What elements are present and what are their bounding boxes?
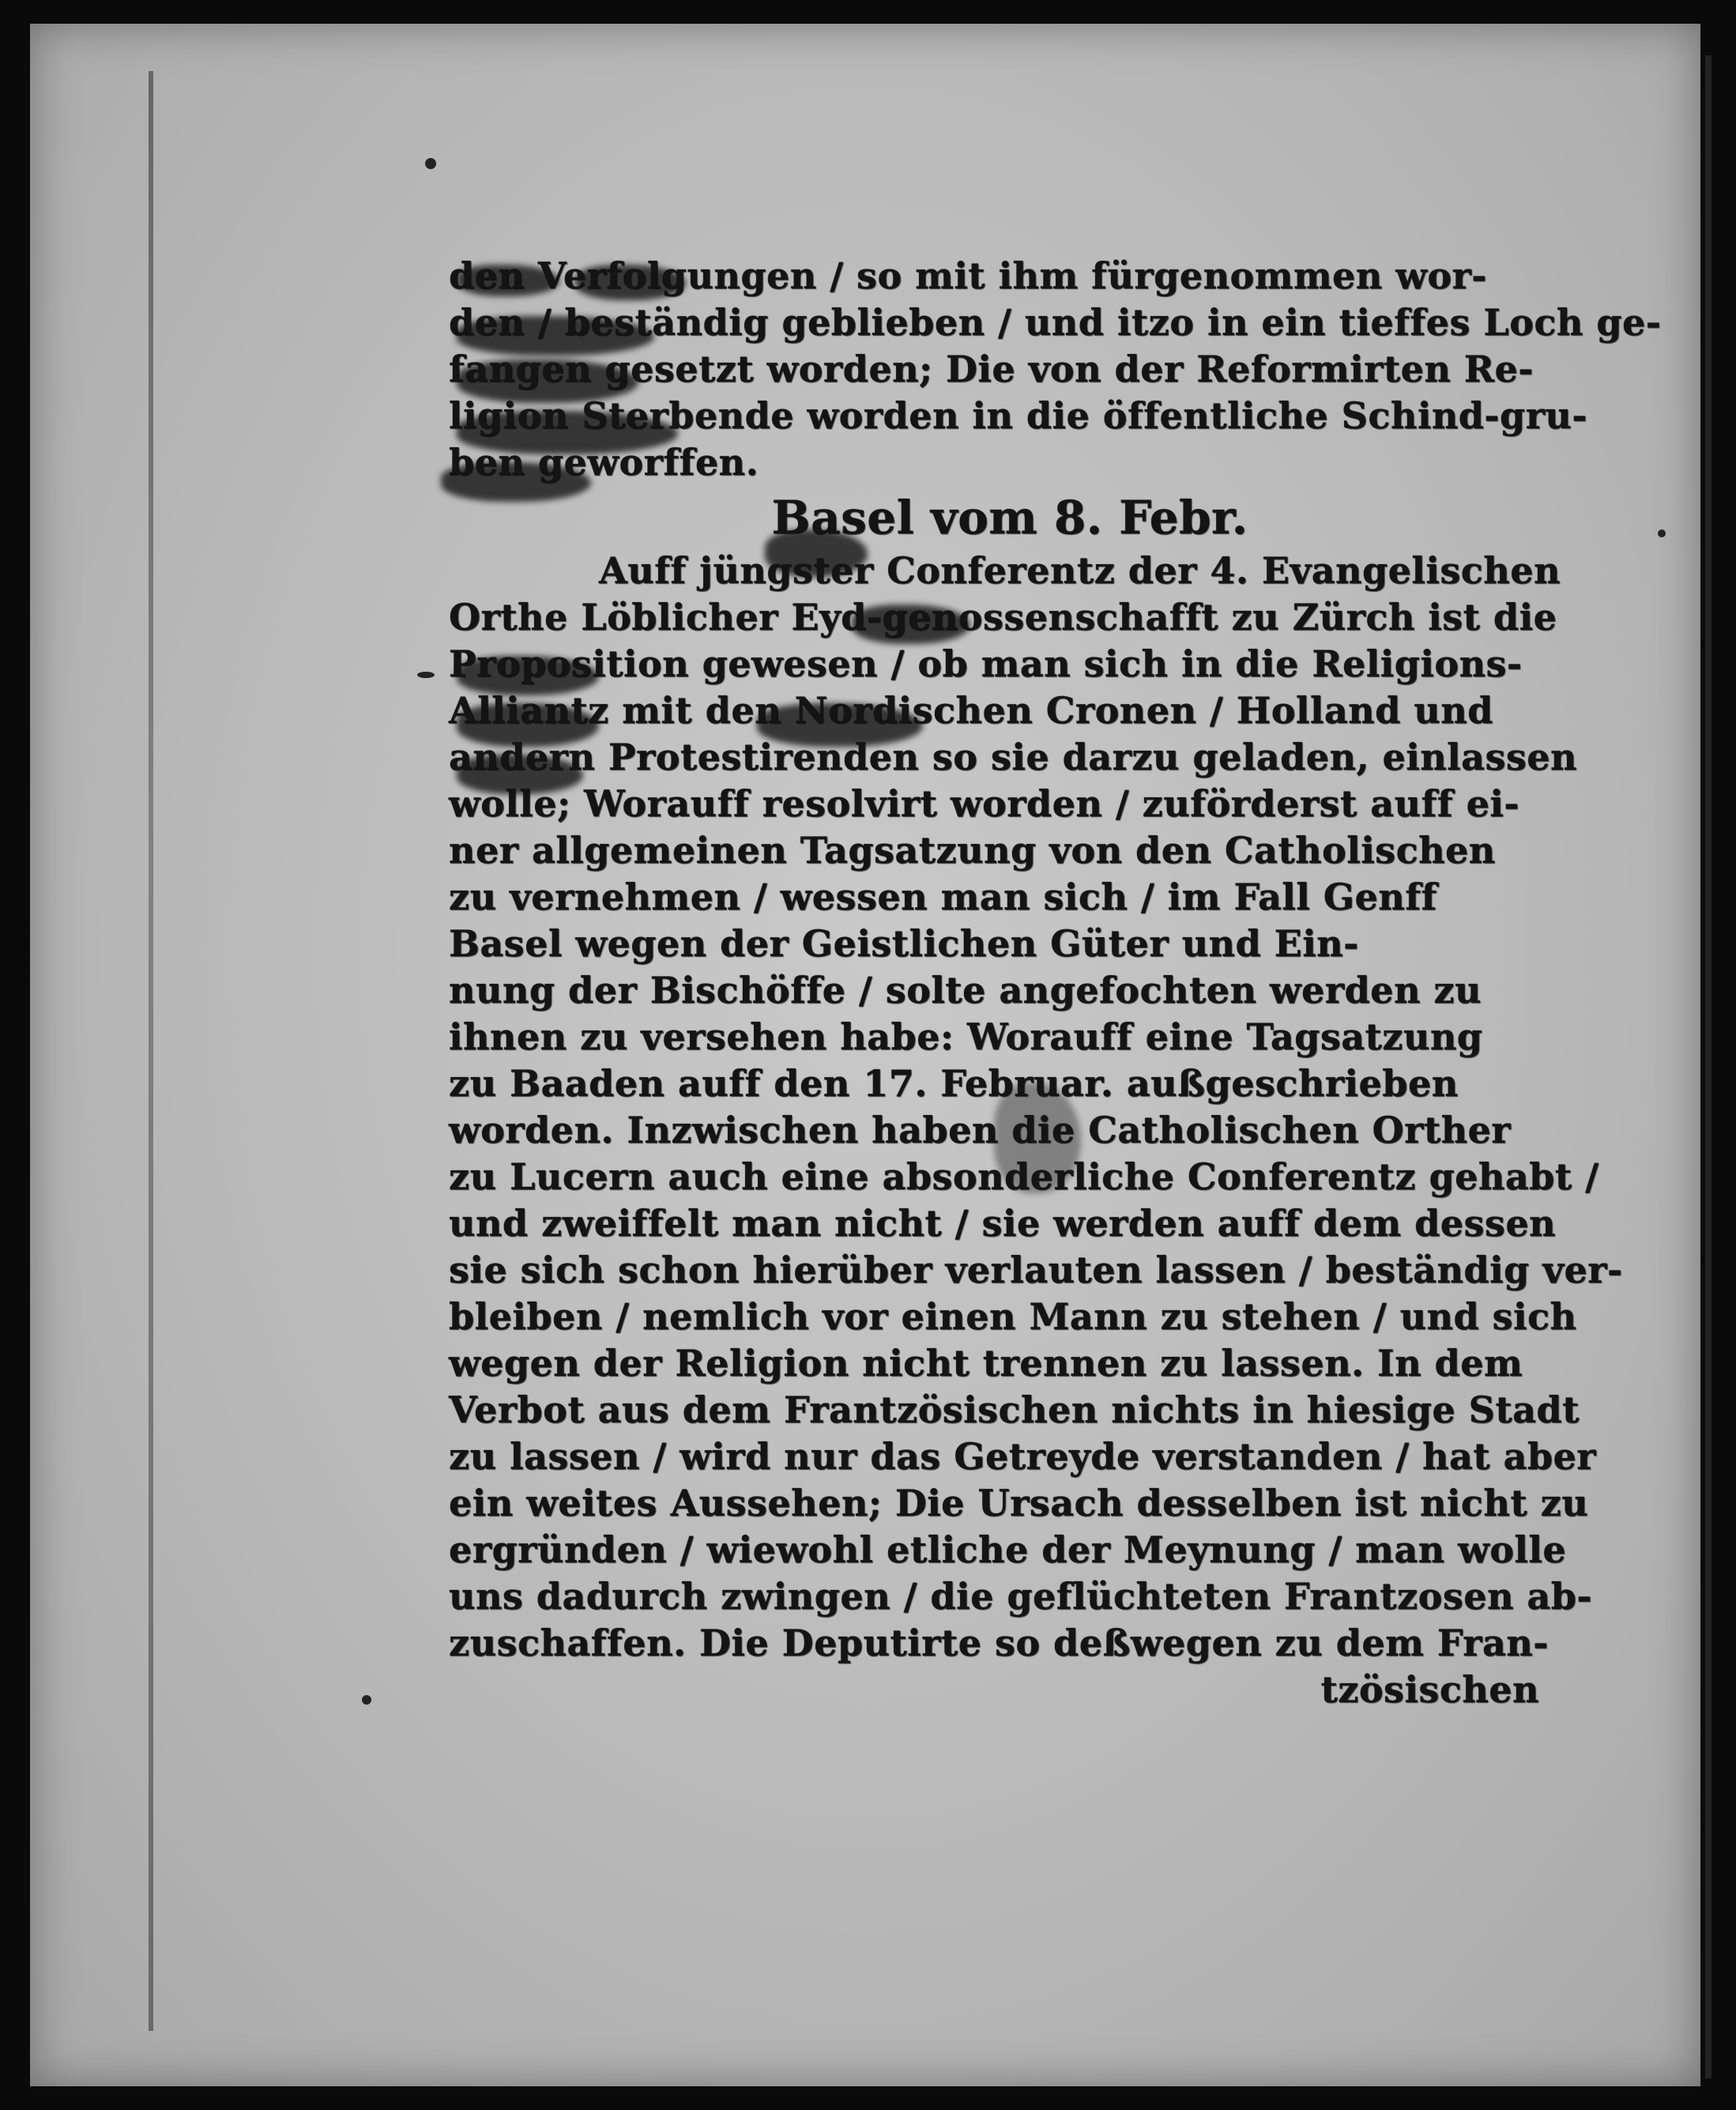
text-line: Basel wegen der Geistlichen Güter und Ein- xyxy=(449,922,1359,965)
text-line: ner allgemeinen Tagsatzung von den Catholischen xyxy=(449,829,1496,872)
text-line: zu vernehmen / wessen man sich / im Fall Genff xyxy=(449,876,1437,918)
speck xyxy=(362,1695,371,1705)
speck xyxy=(425,158,436,169)
page-edge-shadow xyxy=(1705,55,1712,2078)
text-line: bleiben / nemlich vor einen Mann zu stehen / und sich xyxy=(449,1295,1577,1338)
text-line: nung der Bischöffe / solte angefochten werden zu xyxy=(449,969,1482,1012)
text-line: wegen der Religion nicht trennen zu lassen. In dem xyxy=(449,1342,1523,1385)
text-line: andern Protestirenden so sie darzu geladen, einlassen xyxy=(449,736,1577,778)
text-line: zuschaffen. Die Deputirte so deßwegen zu dem Fran- xyxy=(449,1622,1549,1664)
speck xyxy=(417,672,435,678)
text-line: sie sich schon hierüber verlauten lassen / beständig ver- xyxy=(449,1249,1623,1291)
text-line: Orthe Löblicher Eyd-genossenschafft zu Zürch ist die xyxy=(449,596,1557,639)
text-line: ihnen zu versehen habe: Worauff eine Tagsatzung xyxy=(449,1015,1483,1058)
text-line: Verbot aus dem Frantzösischen nichts in hiesige Stadt xyxy=(449,1388,1580,1431)
text-line: zu Lucern auch eine absonderliche Conferentz gehabt / xyxy=(449,1155,1599,1198)
text-line: Proposition gewesen / ob man sich in die Religions- xyxy=(449,642,1523,685)
text-line: wolle; Worauff resolvirt worden / zuförderst auff ei- xyxy=(449,782,1519,825)
document-text xyxy=(449,253,1662,1713)
text-line: den Verfolgungen / so mit ihm fürgenommen wor- xyxy=(449,254,1487,297)
text-line: und zweiffelt man nicht / sie werden auff dem dessen xyxy=(449,1202,1557,1245)
text-line: zu lassen / wird nur das Getreyde verstanden / hat aber xyxy=(449,1435,1596,1478)
text-line: ben geworffen. xyxy=(449,441,759,484)
text-line: ein weites Aussehen; Die Ursach desselben ist nicht zu xyxy=(449,1482,1589,1524)
scanned-page xyxy=(30,24,1700,2086)
text-line: Auff jüngster Conferentz der 4. Evangelischen xyxy=(599,549,1561,592)
catchword: tzösischen xyxy=(1320,1668,1539,1711)
text-line: ligion Sterbende worden in die öffentliche Schind-gru- xyxy=(449,394,1587,437)
text-line: fangen gesetzt worden; Die von der Reformirten Re- xyxy=(449,348,1534,390)
text-line: worden. Inzwischen haben die Catholischen Orther xyxy=(449,1109,1512,1151)
text-line: ergründen / wiewohl etliche der Meynung / man wolle xyxy=(449,1528,1567,1571)
text-line: den / beständig geblieben / und itzo in ein tieffes Loch ge- xyxy=(449,301,1662,344)
text-line: uns dadurch zwingen / die geflüchteten Frantzosen ab- xyxy=(449,1575,1592,1618)
speck xyxy=(1658,529,1666,537)
text-line: Alliantz mit den Nordischen Cronen / Holland und xyxy=(449,689,1493,732)
page-gutter-shadow xyxy=(149,71,153,2031)
text-line: zu Baaden auff den 17. Februar. außgeschrieben xyxy=(449,1062,1459,1105)
section-heading: Basel vom 8. Febr. xyxy=(771,491,1248,544)
